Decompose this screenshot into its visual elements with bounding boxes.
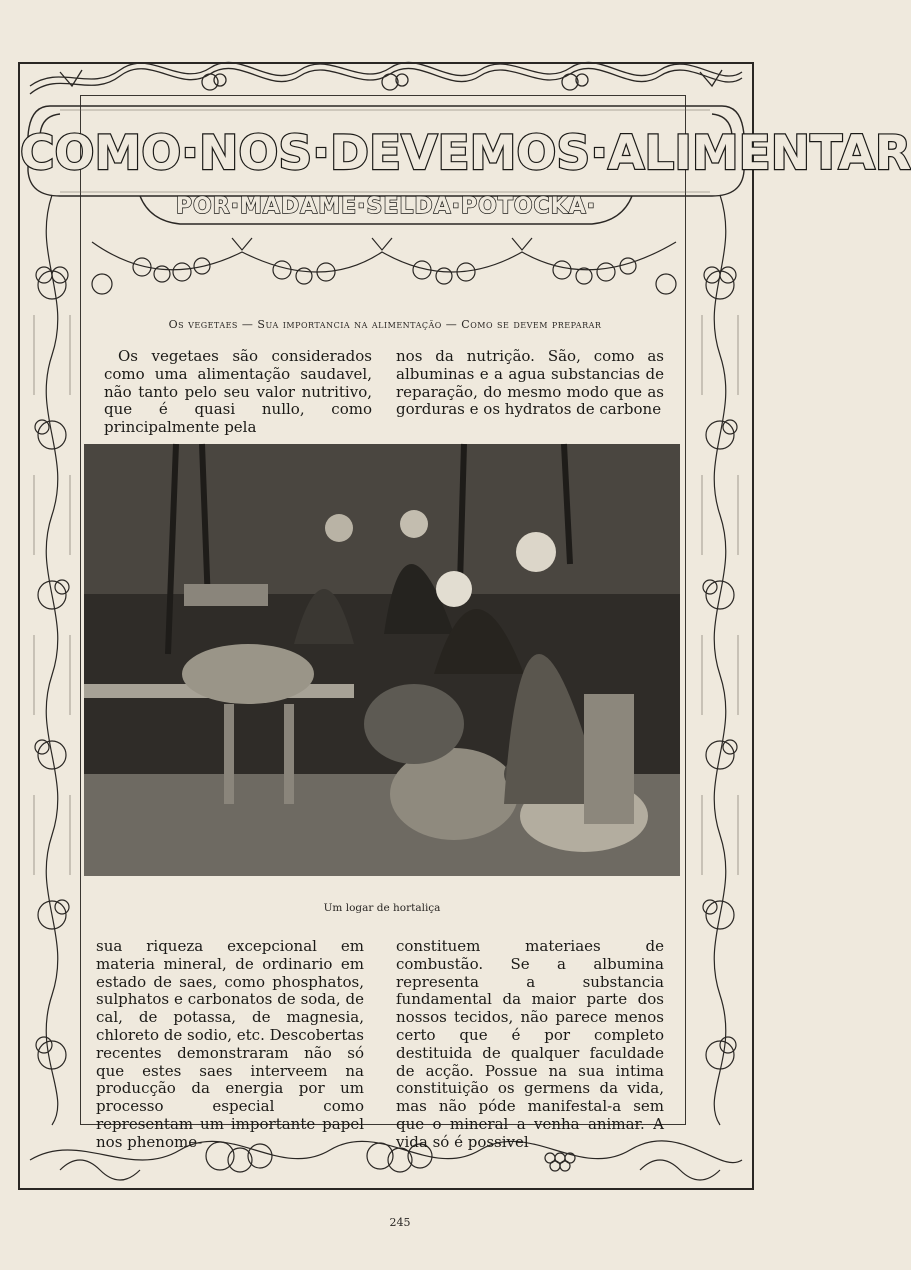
article-byline: POR·MADAME·SELDA·POTOCKA· (175, 194, 597, 219)
column-bottom-right: constituem materiaes de combustão. Se a albumina representa a substancia fundamental da maior parte dos nossos tecidos, não parece menos certo que é por completo destituida de qualquer faculdade de acção. Possue na sua intima constituição os germens da vida, mas não póde manifestal-a sem que o mineral a venha animar. A vida só é possivel (396, 937, 664, 1151)
article-title: COMO·NOS·DEVEMOS·ALIMENTAR (20, 126, 911, 181)
right-ornament-column (690, 195, 750, 1125)
column-bottom-left: sua riqueza excepcional em materia mineral, de ordinario em estado de saes, como phosphatos, sulphatos e carbonatos de soda, de cal, de potassa, de magnesia, chloreto de sodio, etc. Descobertas recentes demonstraram não só que estes saes interveem na producção da energia por um processo especial como representam um importante papel nos phenome- (96, 937, 364, 1151)
page-number: 245 (389, 1216, 411, 1229)
photo-illustration (84, 444, 680, 876)
column-top-left: Os vegetaes são considerados como uma alimentação saudavel, não tanto pelo seu valor nutritivo, que é quasi nullo, como principalmente pela (104, 347, 372, 437)
fruit-garland (82, 222, 686, 312)
market-photograph (84, 444, 680, 876)
column-top-right: nos da nutrição. São, como as albuminas e a agua substancias de reparação, do mesmo modo que as gorduras e os hydratos de carbone (396, 347, 664, 419)
left-ornament-column (22, 195, 82, 1125)
article-subtitle: Os vegetaes — Sua importancia na alimentação — Como se devem preparar (168, 318, 602, 331)
photo-caption: Um logar de hortaliça (323, 902, 441, 914)
